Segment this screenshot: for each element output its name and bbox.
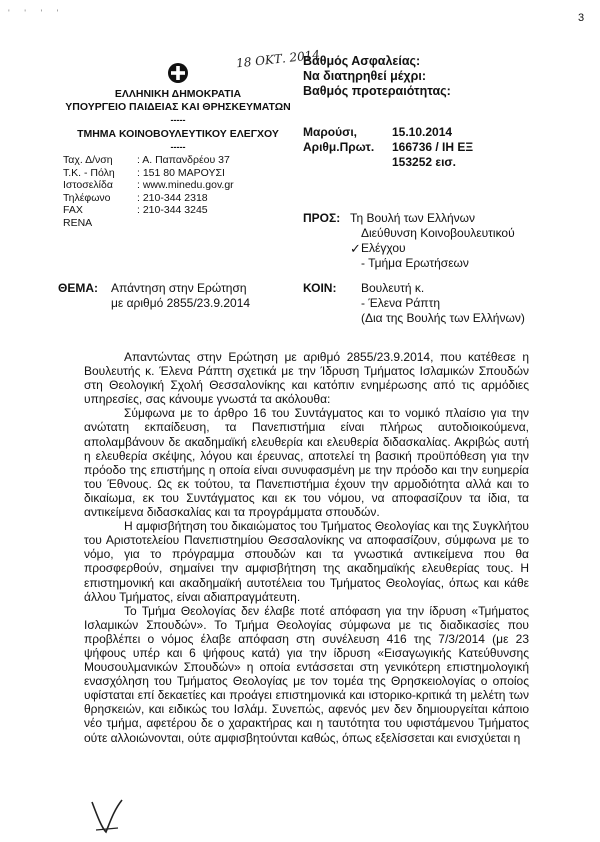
contact-value: : www.minedu.gov.gr — [137, 179, 234, 191]
priority-grade: Βαθμός προτεραιότητας: — [303, 84, 451, 98]
place-label: Μαρούσι, — [303, 125, 357, 139]
recipient-line: Ελέγχου — [361, 241, 406, 255]
cc-label: ΚΟΙΝ: — [303, 281, 337, 295]
cc-line: - Έλενα Ράπτη — [361, 296, 440, 310]
contact-value: : 210-344 2318 — [137, 191, 208, 204]
header-separator-2: ----- — [170, 142, 186, 152]
retention-period: Να διατηρηθεί μέχρι: — [303, 69, 426, 83]
contact-label: Τ.Κ. - Πόλη — [63, 166, 115, 179]
body-paragraph: Απαντώντας στην Ερώτηση με αριθμό 2855/23.9.2014, που κατέθεσε η Βουλευτής κ. Έλενα Ράπτη σχετικά με την Ίδρυση Τμήματος Ισλαμικών Σπουδών στη Θεολογική Σχολή Θεσσαλονίκης και κατόπιν ενημέρωσης από τις αρμόδιες υπηρεσίες, σας κάνουμε γνωστά τα ακόλουθα: — [84, 350, 529, 407]
corner-marks: ' ' ' ' — [8, 8, 65, 18]
letter-body — [84, 350, 529, 745]
recipient-line: Διεύθυνση Κοινοβουλευτικού — [361, 226, 515, 240]
header-republic: ΕΛΛΗΝΙΚΗ ΔΗΜΟΚΡΑΤΙΑ — [114, 88, 242, 100]
contact-value: : 151 80 ΜΑΡΟΥΣΙ — [137, 166, 225, 179]
recipient-line: Τη Βουλή των Ελλήνων — [350, 211, 476, 225]
contact-label: FAX — [63, 204, 83, 216]
page-number: 3 — [578, 12, 585, 24]
security-grade: Βαθμός Ασφαλείας: — [303, 54, 421, 68]
body-paragraph: Σύμφωνα με το άρθρο 16 του Συντάγματος και το νομικό πλαίσιο για την ανώτατη εκπαίδευση, τα Πανεπιστήμια είναι πλήρως αυτοδιοικούμενα, απολαμβάνουν δε ακαδημαϊκή ελευθερία και ελευθερία διδασκαλίας. Ακριβώς αυτή η ελευθερία σκέψης, λόγου και έρευνας, αποτελεί τη βασική προϋπόθεση για την πρόοδο της επιστήμης η οποία είναι συνυφασμένη με την πρόοδο και την ευημερία του Έθνους. Ως εκ τούτου, τα Πανεπιστήμια έχουν την αρμοδιότητα αλλά και το δικαίωμα, εκ του Συντάγματος και εκ του νόμου, να αποφασίζουν τα ίδια, τα αντικείμενα διδασκαλίας και τα προγράμματα σπουδών. — [84, 406, 529, 520]
body-paragraph: Η αμφισβήτηση του δικαιώματος του Τμήματος Θεολογίας και της Συγκλήτου του Αριστοτελείου Πανεπιστημίου Θεσσαλονίκης να αποφασίζουν, σύμφωνα με το νόμο, για το πρόγραμμα σπουδών και τα γνωστικά αντικείμενα που θα προσφερθούν, σημαίνει την αμφισβήτηση της ακαδημαϊκής ελευθερίας τους. Η επιστημονική και ακαδημαϊκή αυτοτέλεια του Τμήματος Θεολογίας, όπως και κάθε άλλου Τμήματος, είναι αδιαπραγμάτευτη. — [84, 519, 529, 604]
contact-label: Τηλέφωνο — [63, 191, 111, 204]
contact-label: Ταχ. Δ/νση — [63, 154, 113, 166]
body-paragraph: Το Τμήμα Θεολογίας δεν έλαβε ποτέ απόφαση για την ίδρυση «Τμήματος Ισλαμικών Σπουδών». Το Τμήμα Θεολογίας σύμφωνα με τις διαδικασίες που προβλέπει ο νόμος έλαβε απόφαση στη συνέλευση 416 της 7/3/2014 (με 23 ψήφους υπέρ και 6 ψήφους κατά) για την ίδρυση «Εισαγωγικής Κατεύθυνσης Μουσουλμανικών Σπουδών» η οποία εντάσσεται στη γενικότερη επιστημολογική ενασχόληση του Τμήματος Θεολογίας με τον τομέα της Θρησκειολογίας ο οποίος υφίσταται επί δεκαετίες και προάγει επιστημονικά και ιστορικο-κριτικά τη μελέτη των θρησκειών, και ειδικώς του Ισλάμ. Συνεπώς, αφενός μεν δεν δημιουργείται κάποιο νέο τμήμα, αφετέρου δε ο χαρακτήρας και η ταυτότητα του υφιστάμενου Τμήματος ούτε αλλοιώνονται, ούτε αμφισβητούνται καθώς, όπως εξελίσσεται και ενισχύεται η — [84, 603, 529, 745]
protocol-number: 166736 / ΙΗ ΕΞ — [392, 140, 474, 154]
handwritten-mark — [88, 796, 128, 836]
header-separator: ----- — [170, 115, 186, 125]
contact-label: RENA — [63, 216, 93, 229]
header-department: ΤΜΗΜΑ ΚΟΙΝΟΒΟΥΛΕΥΤΙΚΟΥ ΕΛΕΓΧΟΥ — [77, 128, 279, 140]
header-ministry: ΥΠΟΥΡΓΕΙΟ ΠΑΙΔΕΙΑΣ ΚΑΙ ΘΡΗΣΚΕΥΜΑΤΩΝ — [65, 101, 291, 113]
protocol-label: Αριθμ.Πρωτ. — [303, 140, 375, 154]
incoming-number: 153252 εισ. — [392, 155, 456, 169]
subject-line: με αριθμό 2855/23.9.2014 — [111, 296, 251, 310]
contact-label: Ιστοσελίδα — [63, 179, 113, 191]
to-label: ΠΡΟΣ: — [303, 211, 341, 225]
cc-line: (Δια της Βουλής των Ελλήνων) — [361, 311, 525, 325]
contact-block — [63, 154, 303, 234]
recipient-line: - Τμήμα Ερωτήσεων — [361, 256, 469, 270]
cc-line: Βουλευτή κ. — [361, 281, 425, 295]
contact-value: : 210-344 3245 — [137, 204, 208, 216]
greek-emblem-icon — [167, 62, 189, 84]
contact-value: : Α. Παπανδρέου 37 — [137, 154, 230, 166]
subject-label: ΘΕΜΑ: — [58, 281, 98, 295]
subject-line: Απάντηση στην Ερώτηση — [111, 281, 247, 295]
document-date: 15.10.2014 — [392, 125, 453, 139]
check-mark-icon: ✓ — [350, 242, 361, 257]
received-date-stamp: 18 ΟΚΤ. 2014 — [235, 47, 321, 71]
